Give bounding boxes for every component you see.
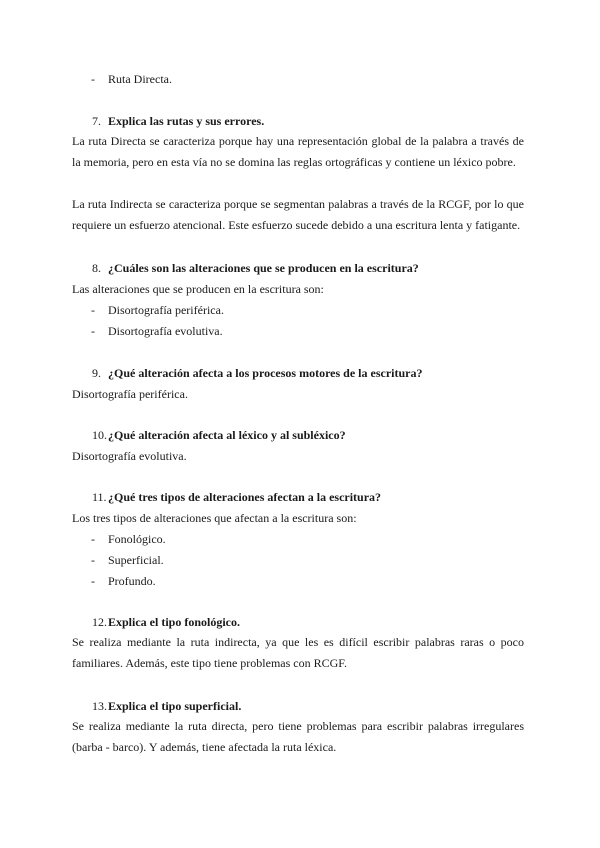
list-item-ruta-directa: Ruta Directa. xyxy=(108,72,172,86)
list-item: Disortografía periférica. xyxy=(108,303,224,317)
list-item: Disortografía evolutiva. xyxy=(108,324,223,338)
question-13-number: 13. xyxy=(92,699,107,713)
question-10-answer: Disortografía evolutiva. xyxy=(72,449,187,463)
question-7-paragraph-2: La ruta Indirecta se caracteriza porque se segmentan palabras a través de la RCGF, por lo que requiere un esfuerzo atencional. Este esfuerzo sucede debido a una escritura lenta y fatigante. xyxy=(72,197,524,232)
question-7-number: 7. xyxy=(92,114,101,128)
list-item: Fonológico. xyxy=(108,532,166,546)
question-7-title: Explica las rutas y sus errores. xyxy=(108,114,265,128)
question-12-title: Explica el tipo fonológico. xyxy=(108,615,240,629)
question-11-number: 11. xyxy=(92,490,107,504)
list-dash: - xyxy=(91,532,95,546)
question-8-title: ¿Cuáles son las alteraciones que se producen en la escritura? xyxy=(108,261,419,275)
question-8-number: 8. xyxy=(92,261,101,275)
question-10-number: 10. xyxy=(92,428,107,442)
list-item: Profundo. xyxy=(108,574,156,588)
question-13-title: Explica el tipo superficial. xyxy=(108,699,242,713)
question-8-intro: Las alteraciones que se producen en la escritura son: xyxy=(72,282,324,296)
list-dash: - xyxy=(91,324,95,338)
list-dash: - xyxy=(91,553,95,567)
list-item: Superficial. xyxy=(108,553,164,567)
question-9-number: 9. xyxy=(92,366,101,380)
question-10-title: ¿Qué alteración afecta al léxico y al subléxico? xyxy=(108,428,346,442)
question-12-paragraph: Se realiza mediante la ruta indirecta, ya que les es difícil escribir palabras raras o poco familiares. Además, este tipo tiene problemas con RCGF. xyxy=(72,635,524,670)
list-dash: - xyxy=(91,574,95,588)
list-dash: - xyxy=(91,72,95,86)
list-dash: - xyxy=(91,303,95,317)
question-9-answer: Disortografía periférica. xyxy=(72,387,188,401)
question-11-intro: Los tres tipos de alteraciones que afectan a la escritura son: xyxy=(72,511,357,525)
question-12-number: 12. xyxy=(92,615,107,629)
question-13-paragraph: Se realiza mediante la ruta directa, pero tiene problemas para escribir palabras irregulares (barba - barco). Y además, tiene afectada la ruta léxica. xyxy=(72,719,524,754)
question-11-title: ¿Qué tres tipos de alteraciones afectan a la escritura? xyxy=(108,490,382,504)
question-9-title: ¿Qué alteración afecta a los procesos motores de la escritura? xyxy=(108,366,423,380)
question-7-paragraph-1: La ruta Directa se caracteriza porque hay una representación global de la palabra a través de la memoria, pero en esta vía no se domina las reglas ortográficas y contiene un léxico pobre. xyxy=(72,134,524,169)
